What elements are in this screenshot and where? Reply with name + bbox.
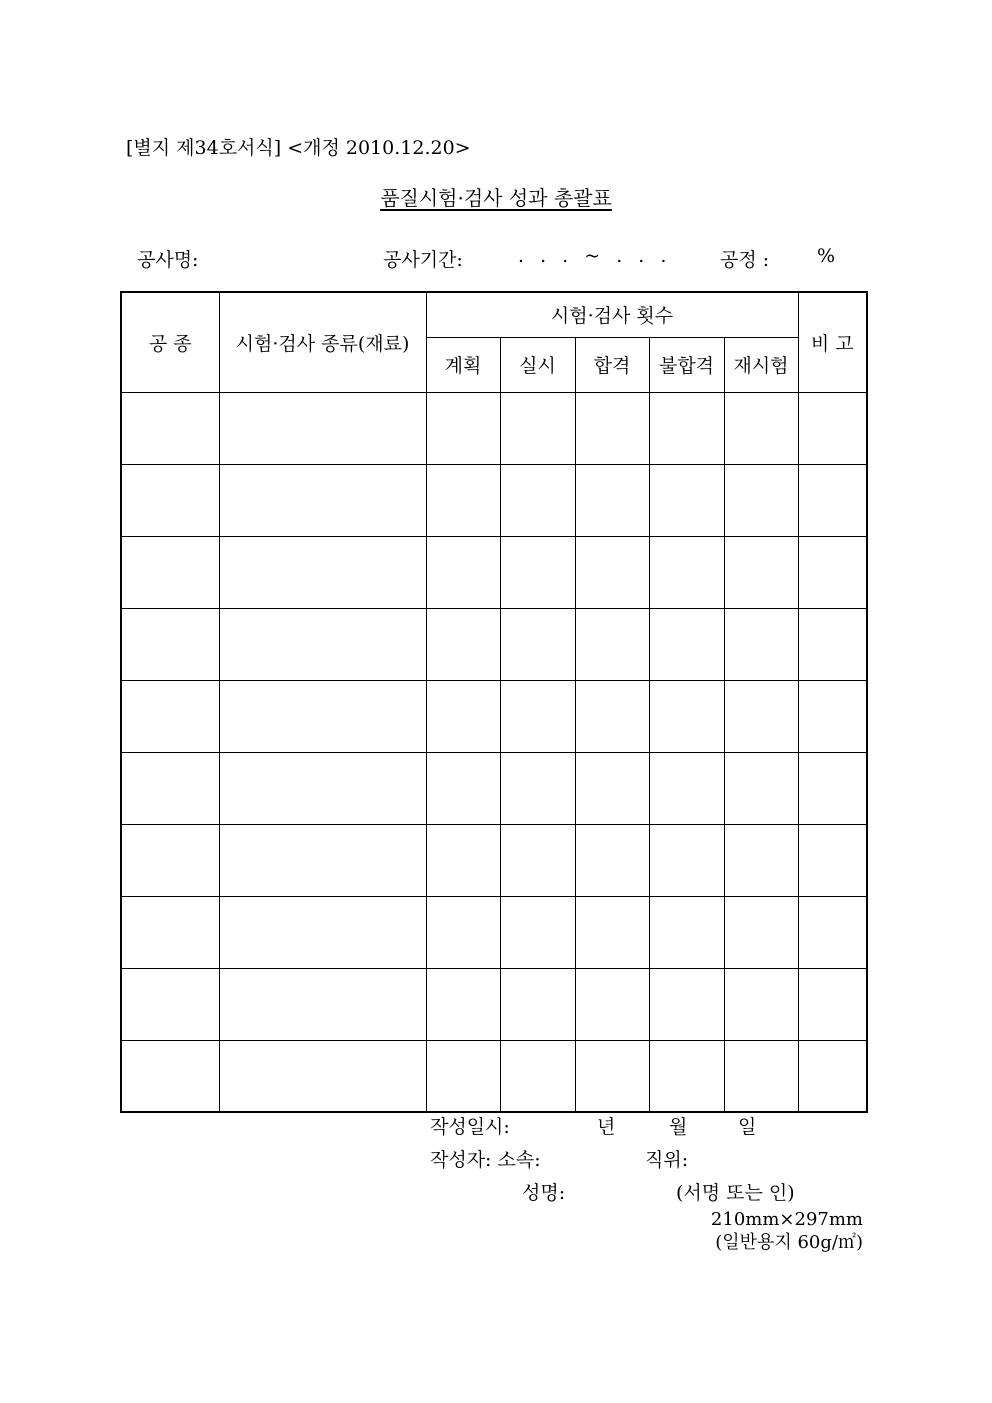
table-cell[interactable] (724, 752, 798, 824)
page-title-text: 품질시험·검사 성과 총괄표 (380, 186, 612, 210)
sign-note: (서명 또는 인) (676, 1182, 795, 1204)
position-label: 직위: (645, 1149, 689, 1171)
table-row (121, 752, 867, 824)
table-cell[interactable] (649, 968, 724, 1040)
table-cell[interactable] (426, 896, 500, 968)
table-cell[interactable] (219, 392, 426, 464)
table-cell[interactable] (426, 392, 500, 464)
table-cell[interactable] (500, 968, 575, 1040)
progress-label: 공정 : (720, 249, 770, 271)
table-cell[interactable] (219, 680, 426, 752)
table-cell[interactable] (724, 896, 798, 968)
table-cell[interactable] (426, 1040, 500, 1112)
year-label: 년 (597, 1116, 616, 1138)
table-cell[interactable] (649, 392, 724, 464)
table-cell[interactable] (500, 392, 575, 464)
table-cell[interactable] (426, 752, 500, 824)
table-cell[interactable] (798, 608, 867, 680)
table-row (121, 968, 867, 1040)
table-cell[interactable] (798, 968, 867, 1040)
table-cell[interactable] (798, 536, 867, 608)
table-cell[interactable] (500, 680, 575, 752)
header-done: 실시 (500, 337, 575, 392)
table-cell[interactable] (575, 752, 649, 824)
period-value: . . . ~ . . . (518, 245, 667, 267)
table-row (121, 824, 867, 896)
author-label: 작성자: 소속: (430, 1149, 541, 1171)
table-cell[interactable] (500, 752, 575, 824)
table-row (121, 680, 867, 752)
period-label: 공사기간: (383, 249, 463, 271)
table-cell[interactable] (500, 1040, 575, 1112)
table-cell[interactable] (121, 392, 219, 464)
table-cell[interactable] (649, 608, 724, 680)
table-cell[interactable] (575, 1040, 649, 1112)
table-cell[interactable] (575, 968, 649, 1040)
table-cell[interactable] (798, 752, 867, 824)
table-row (121, 608, 867, 680)
table-cell[interactable] (121, 608, 219, 680)
table-cell[interactable] (219, 464, 426, 536)
header-work-type: 공 종 (121, 292, 219, 392)
table-cell[interactable] (798, 896, 867, 968)
table-cell[interactable] (121, 968, 219, 1040)
table-cell[interactable] (798, 1040, 867, 1112)
table-cell[interactable] (649, 464, 724, 536)
day-label: 일 (738, 1116, 757, 1138)
paper-type: (일반용지 60g/㎡) (715, 1232, 863, 1253)
summary-table (120, 291, 868, 1113)
table-body (121, 392, 867, 1112)
header-retest: 재시험 (724, 337, 798, 392)
table-cell[interactable] (121, 680, 219, 752)
paper-size: 210mm×297mm (710, 1209, 863, 1230)
table-cell[interactable] (219, 968, 426, 1040)
table-cell[interactable] (649, 752, 724, 824)
table-cell[interactable] (500, 824, 575, 896)
table-cell[interactable] (575, 824, 649, 896)
table-cell[interactable] (575, 608, 649, 680)
table-cell[interactable] (798, 680, 867, 752)
form-header: [별지 제34호서식] <개정 2010.12.20> (126, 137, 471, 159)
table-cell[interactable] (575, 680, 649, 752)
header-plan: 계획 (426, 337, 500, 392)
table-cell[interactable] (121, 896, 219, 968)
month-label: 월 (669, 1116, 688, 1138)
table-cell[interactable] (649, 1040, 724, 1112)
table-cell[interactable] (426, 464, 500, 536)
table-row (121, 392, 867, 464)
table-cell[interactable] (724, 824, 798, 896)
table-cell[interactable] (798, 464, 867, 536)
progress-unit: % (817, 245, 836, 267)
table-cell[interactable] (219, 752, 426, 824)
header-count-group: 시험·검사 횟수 (426, 292, 798, 337)
table-cell[interactable] (575, 536, 649, 608)
table-cell[interactable] (649, 536, 724, 608)
table-cell[interactable] (500, 896, 575, 968)
table-cell[interactable] (219, 536, 426, 608)
table-cell[interactable] (724, 680, 798, 752)
table-cell[interactable] (426, 968, 500, 1040)
name-label: 성명: (522, 1182, 566, 1204)
table-cell[interactable] (121, 824, 219, 896)
table-cell[interactable] (724, 536, 798, 608)
header-fail: 불합격 (649, 337, 724, 392)
table-cell[interactable] (500, 608, 575, 680)
table-cell[interactable] (500, 464, 575, 536)
table-cell[interactable] (575, 464, 649, 536)
table-row (121, 896, 867, 968)
project-name-label: 공사명: (137, 249, 199, 271)
table-cell[interactable] (121, 464, 219, 536)
header-pass: 합격 (575, 337, 649, 392)
date-label: 작성일시: (430, 1116, 510, 1138)
table-cell[interactable] (500, 536, 575, 608)
table-cell[interactable] (426, 536, 500, 608)
table-cell[interactable] (121, 536, 219, 608)
table-cell[interactable] (121, 1040, 219, 1112)
table-cell[interactable] (724, 392, 798, 464)
table-row (121, 1040, 867, 1112)
page-title (0, 182, 992, 211)
table-cell[interactable] (426, 824, 500, 896)
table-cell[interactable] (798, 824, 867, 896)
table-cell[interactable] (724, 968, 798, 1040)
table-cell[interactable] (649, 896, 724, 968)
table-cell[interactable] (575, 896, 649, 968)
table-cell[interactable] (426, 680, 500, 752)
table-cell[interactable] (798, 392, 867, 464)
table-cell[interactable] (649, 824, 724, 896)
table-cell[interactable] (649, 680, 724, 752)
header-remarks: 비 고 (798, 292, 867, 392)
table-cell[interactable] (219, 608, 426, 680)
table-cell[interactable] (121, 752, 219, 824)
table-cell[interactable] (724, 464, 798, 536)
table-cell[interactable] (219, 824, 426, 896)
header-test-type: 시험·검사 종류(재료) (219, 292, 426, 392)
table-row (121, 536, 867, 608)
table-row (121, 464, 867, 536)
table-cell[interactable] (219, 896, 426, 968)
table-cell[interactable] (426, 608, 500, 680)
table-cell[interactable] (724, 608, 798, 680)
table-cell[interactable] (575, 392, 649, 464)
table-cell[interactable] (724, 1040, 798, 1112)
table-cell[interactable] (219, 1040, 426, 1112)
